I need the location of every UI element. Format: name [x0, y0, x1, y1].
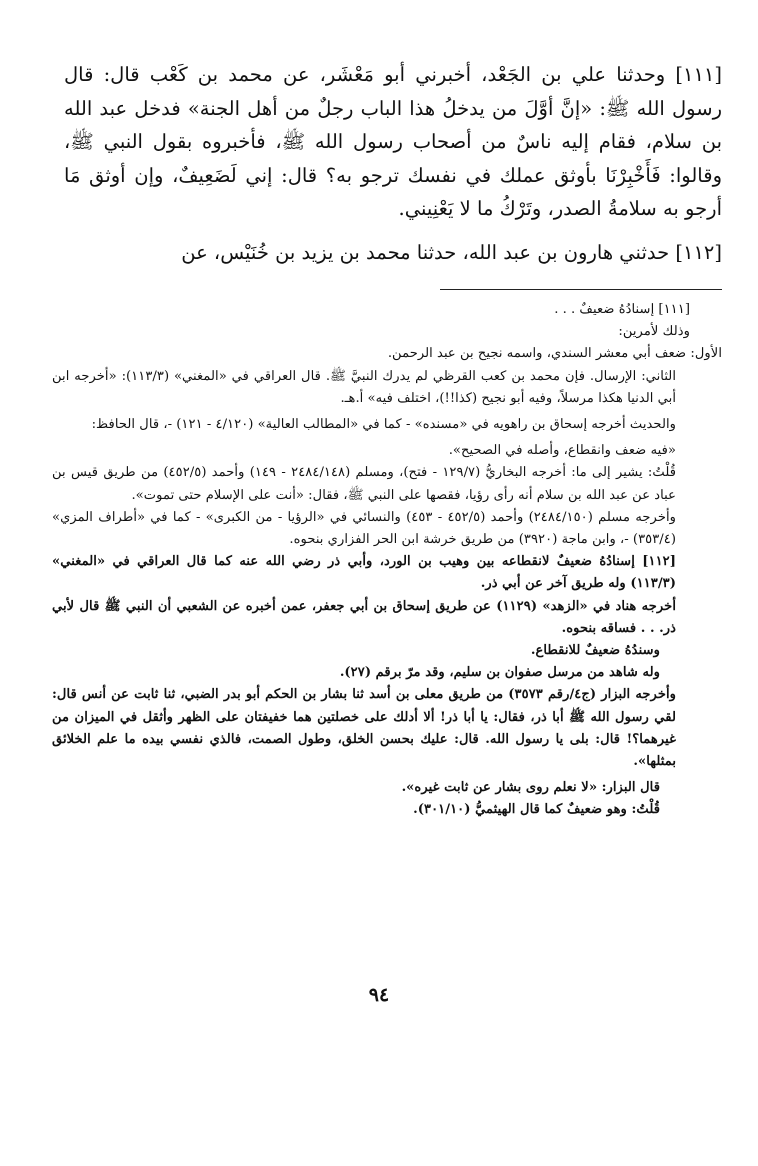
- footnote-line: الثاني: الإرسال. فإن محمد بن كعب القرظي لم يدرك النبيَّ ﷺ. قال العراقي في «المغني» (١١٣/٣): «أخرجه ابن أبي الدنيا هكذا مرسلاً، وفيه أبو نجيح (كذا!!)، اختلف فيه» أ.هـ.: [52, 368, 676, 406]
- footnote-line: وذلك لأمرين:: [618, 324, 690, 340]
- page-number: ٩٤: [368, 984, 390, 1006]
- footnote-line: وله شاهد من مرسل صفوان بن سليم، وقد مرّ برقم (٢٧).: [339, 665, 660, 681]
- footnote-line: الأول: ضعف أبي معشر السندي، واسمه نجيح بن عبد الرحمن.: [387, 346, 722, 362]
- footnote-line: قُلْتُ: يشير إلى ما: أخرجه البخاريُّ (١٢٩/٧ - فتح)، ومسلم (٢٤٨٤/١٤٨ - ١٤٩) وأحمد (٤٥٢/٥) من طريق قيس بن عباد عن عبد الله بن سلام أنه رأى رؤيا، فقصها على النبي ﷺ، فقال: «أنت على الإسلام حتى تموت».: [52, 465, 676, 503]
- hadith-111: [١١١] وحدثنا علي بن الجَعْد، أخبرني أبو مَعْشَر، عن محمد بن كَعْب قال: قال رسول الله ﷺ: «إنَّ أوَّلَ من يدخلُ هذا الباب رجلٌ من أهل الجنة» فدخل عبد الله بن سلام، فقام إليه ناسٌ من أصحاب رسول الله ﷺ، فأخبروه بقول النبي ﷺ، وقالوا: فَأَخْبِرْنَا بأوثق عملك في نفسك ترجو به؟ قال: إني لَضَعِيفٌ، وإن أوثق مَا أرجو به سلامةُ الصدر، وتَرْكُ ما لا يَعْنِيني.: [64, 63, 722, 220]
- hadith-112: [١١٢] حدثني هارون بن عبد الله، حدثنا محمد بن يزيد بن خُنَيْس، عن: [181, 240, 722, 264]
- footnote-line: وأخرجه مسلم (٢٤٨٤/١٥٠) وأحمد (٤٥٢/٥ - ٤٥٣) والنسائي في «الرؤيا - من الكبرى» - كما في «أطراف المزي» (٣٥٣/٤) -، وابن ماجة (٣٩٢٠) من طريق خرشة ابن الحر الفزاري بنحوه.: [52, 509, 677, 548]
- footnote-line: قُلْتُ: وهو ضعيفٌ كما قال الهيثميُّ (٣٠١/١٠).: [413, 802, 660, 818]
- footnote-divider: [440, 289, 722, 290]
- footnote-112-heading: [١١٢] إسنادُهُ ضعيفٌ لانقطاعه بين وهيب بن الورد، وأبي ذر رضي الله عنه كما قال العراقي في «المغني» (١١٣/٣) وله طريق آخر عن أبي ذر.: [52, 554, 676, 592]
- footnote-line: والحديث أخرجه إسحاق بن راهويه في «مسنده» - كما في «المطالب العالية» (٤/١٢٠ - ١٢١) -، قال الحافظ:: [91, 417, 676, 433]
- footnote-111-heading: [١١١] إسنادُهُ ضعيفٌ . . .: [554, 302, 690, 317]
- footnote-line: أخرجه هناد في «الزهد» (١١٢٩) عن طريق إسحاق بن أبي جعفر، عمن أخبره عن الشعبي أن النبي ﷺ قال لأبي ذر. . . فساقه بنحوه.: [52, 598, 676, 636]
- footnote-line: قال البزار: «لا نعلم روى بشار عن ثابت غيره».: [401, 780, 660, 796]
- footnote-line: «فيه ضعف وانقطاع، وأصله في الصحيح».: [448, 443, 676, 459]
- footnote-line: وسندُهُ ضعيفٌ للانقطاع.: [530, 643, 660, 659]
- footnote-line: وأخرجه البزار (ج٤/رقم ٣٥٧٣) من طريق معلى بن أسد ثنا بشار بن الحكم أبو بدر الضبي، ثنا ثابت عن أنس قال: لقي رسول الله ﷺ أبا ذر، فقال: يا أبا ذر! ألا أدلك على خصلتين هما خفيفتان على الظهر وأثقل في الميزان من غيرهما؟! قال: بلى يا رسول الله. قال: عليك بحسن الخلق، وطول الصمت، فالذي نفسي بيده ما علم الخلائق بمثلها».: [52, 687, 677, 770]
- main-text: [64, 58, 722, 279]
- footnotes: [52, 299, 722, 822]
